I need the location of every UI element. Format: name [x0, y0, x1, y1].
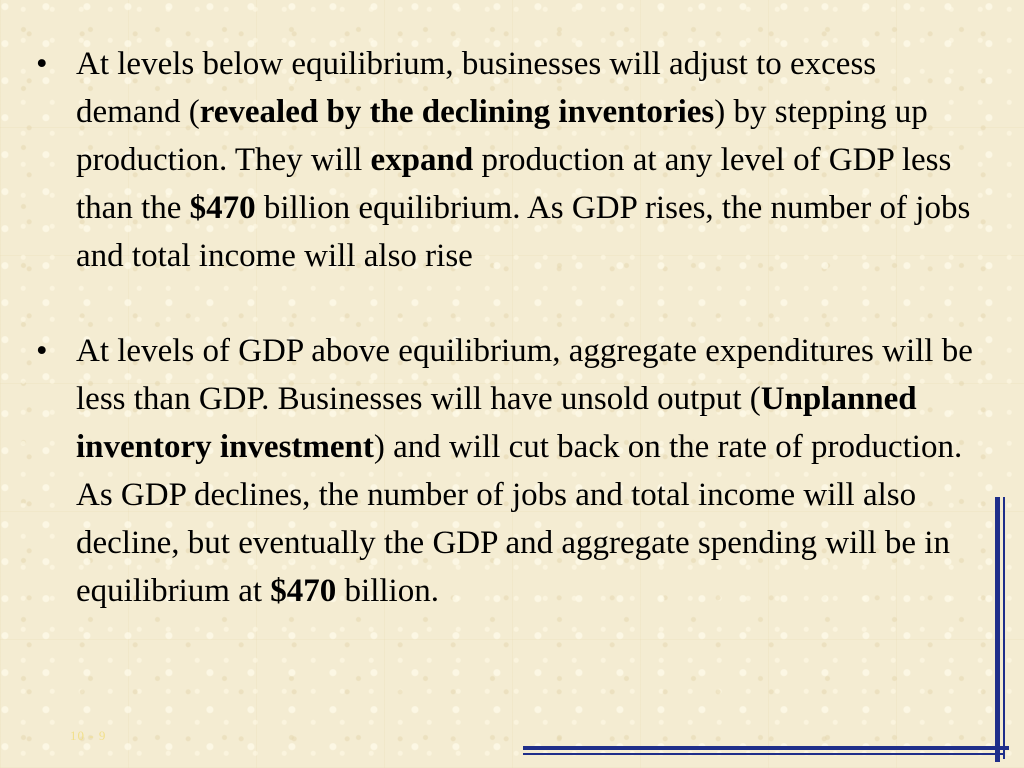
frame-vertical-line-thin	[1003, 497, 1005, 759]
bullet-text: ) by stepping up production. They will	[76, 94, 928, 178]
bullet-emphasis: $470	[270, 573, 337, 609]
slide-number: 10 - 9	[70, 728, 107, 743]
bullet-text: production at any level of GDP less than the	[76, 142, 952, 226]
frame-horizontal-line-thin	[523, 753, 1003, 755]
bullet-emphasis: revealed by the declining inventories	[199, 94, 715, 130]
bullet-text: billion equilibrium. As GDP rises, the number of jobs and total income will also rise	[76, 190, 971, 274]
bullet-text: At levels below equilibrium, businesses will adjust to excess demand (	[76, 46, 877, 130]
bullet-icon: •	[36, 333, 48, 369]
bullet-icon: •	[36, 46, 48, 82]
frame-horizontal-line	[523, 746, 1009, 750]
bullet-text: ) and will cut back on the rate of production. As GDP declines, the number of jobs and total income will also decline, but eventually the GDP and aggregate spending will be in equilibrium at	[76, 429, 963, 609]
bullet-text: At levels of GDP above equilibrium, aggregate expenditures will be less than GDP. Businesses will have unsold output (	[76, 333, 973, 417]
bullet-item-above-equilibrium	[0, 327, 1024, 615]
bullet-list	[0, 40, 1024, 615]
frame-vertical-line	[995, 497, 1000, 762]
bullet-text: billion.	[336, 573, 439, 609]
bullet-emphasis: expand	[370, 142, 474, 178]
bullet-emphasis: $470	[189, 190, 256, 226]
bullet-emphasis: Unplanned inventory investment	[76, 381, 917, 465]
bullet-item-below-equilibrium	[0, 40, 1024, 280]
